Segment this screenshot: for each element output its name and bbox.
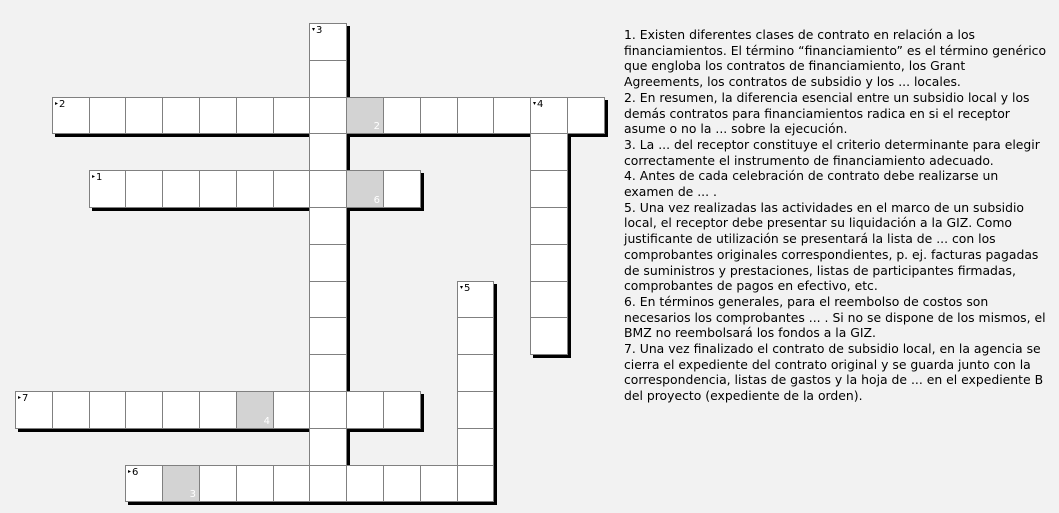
clue-1: 1. Existen diferentes clases de contrato en relación a los financiamientos. El término “financiamiento” es el término genérico que engloba los contratos de financiamiento, los Grant Agreements, los contratos de subsidio y los ... locales. [624, 27, 1047, 90]
shaded-cell[interactable] [346, 97, 384, 134]
arrow-down-icon: ▾ [460, 284, 464, 291]
grid-cell[interactable] [273, 170, 310, 208]
grid-cell[interactable] [162, 391, 200, 429]
grid-cell[interactable] [457, 428, 494, 466]
grid-cell[interactable] [420, 97, 458, 134]
grid-cell[interactable] [125, 391, 163, 429]
grid-cell[interactable] [309, 244, 347, 282]
grid-cell[interactable] [89, 391, 126, 429]
grid-cell[interactable] [383, 170, 421, 208]
grid-cell[interactable] [199, 391, 237, 429]
grid-cell[interactable] [89, 170, 126, 208]
grid-cell[interactable] [309, 207, 347, 245]
grid-cell[interactable] [236, 97, 274, 134]
grid-cell[interactable] [530, 170, 568, 208]
grid-cell[interactable] [457, 391, 494, 429]
clue-number-7: ▸7 [18, 393, 29, 404]
clue-6: 6. En términos generales, para el reembolso de costos son necesarios los comprobantes ... . Si no se dispone de los mismos, el BMZ no reembolsará los fondos a la GIZ. [624, 293, 1046, 341]
grid-cell[interactable] [125, 465, 163, 502]
grid-cell[interactable] [457, 97, 494, 134]
grid-cell[interactable] [383, 465, 421, 502]
grid-cell[interactable] [309, 133, 347, 171]
grid-cell[interactable] [309, 317, 347, 355]
grid-cell[interactable] [457, 354, 494, 392]
clue-number-3: ▾3 [312, 25, 323, 36]
grid-cell[interactable] [346, 465, 384, 502]
grid-cell[interactable] [493, 97, 531, 134]
shaded-cell-number: 3 [189, 489, 196, 500]
clue-number-6: ▸6 [128, 467, 139, 478]
clue-list [624, 27, 1048, 404]
grid-cell[interactable] [530, 97, 568, 134]
clue-number-2: ▸2 [55, 99, 66, 110]
shaded-cell[interactable] [162, 465, 200, 502]
clue-2: 2. En resumen, la diferencia esencial entre un subsidio local y los demás contratos para financiamientos radica en si el receptor asume o no la ... sobre la ejecución. [624, 89, 1030, 137]
arrow-down-icon: ▾ [533, 100, 537, 107]
grid-cell[interactable] [162, 170, 200, 208]
grid-cell[interactable] [273, 391, 310, 429]
arrow-down-icon: ▾ [312, 26, 316, 33]
clue-5: 5. Una vez realizadas las actividades en el marco de un subsidio local, el receptor debe presentar su liquidación a la GIZ. Como justificante de utilización se presentará la lista de ... con los comprobantes originales correspondientes, p. ej. facturas pagadas de suministros y prestaciones, listas de participantes firmadas, comprobantes de pagos en efectivo, etc. [624, 199, 1039, 294]
shaded-cell-number: 2 [373, 121, 380, 132]
shaded-cell-number: 4 [263, 416, 270, 427]
grid-cell[interactable] [567, 97, 605, 134]
grid-cell[interactable] [273, 465, 310, 502]
grid-cell[interactable] [420, 465, 458, 502]
grid-cell[interactable] [457, 281, 494, 318]
grid-cell[interactable] [530, 133, 568, 171]
clue-4: 4. Antes de cada celebración de contrato debe realizarse un examen de ... . [624, 168, 999, 200]
grid-cell[interactable] [309, 281, 347, 318]
grid-cell[interactable] [309, 428, 347, 466]
grid-cell[interactable] [530, 281, 568, 318]
grid-cell[interactable] [199, 465, 237, 502]
grid-cell[interactable] [530, 207, 568, 245]
grid-cell[interactable] [15, 391, 53, 429]
grid-cell[interactable] [457, 317, 494, 355]
shaded-cell[interactable] [236, 391, 274, 429]
grid-cell[interactable] [309, 391, 347, 429]
grid-cell[interactable] [309, 465, 347, 502]
grid-cell[interactable] [125, 97, 163, 134]
grid-cell[interactable] [309, 170, 347, 208]
grid-cell[interactable] [346, 391, 384, 429]
arrow-right-icon: ▸ [92, 173, 96, 180]
grid-cell[interactable] [52, 391, 90, 429]
grid-cell[interactable] [530, 244, 568, 282]
grid-cell[interactable] [383, 97, 421, 134]
grid-cell[interactable] [383, 391, 421, 429]
grid-cell[interactable] [236, 170, 274, 208]
grid-cell[interactable] [89, 97, 126, 134]
grid-cell[interactable] [236, 465, 274, 502]
grid-cell[interactable] [273, 97, 310, 134]
shaded-cell-number: 6 [373, 195, 380, 206]
clue-3: 3. La ... del receptor constituye el criterio determinante para elegir correctamente el instrumento de financiamiento adecuado. [624, 136, 1040, 168]
grid-cell[interactable] [530, 317, 568, 355]
clue-number-5: ▾5 [460, 283, 471, 294]
grid-cell[interactable] [199, 170, 237, 208]
arrow-right-icon: ▸ [128, 468, 132, 475]
shaded-cell[interactable] [346, 170, 384, 208]
clue-7: 7. Una vez finalizado el contrato de subsidio local, en la agencia se cierra el expediente del contrato original y se guarda junto con la correspondencia, listas de gastos y la hoja de ... en el expediente B del proyecto (expediente de la orden). [624, 341, 1044, 404]
grid-cell[interactable] [309, 23, 347, 61]
grid-cell[interactable] [309, 60, 347, 98]
grid-cell[interactable] [125, 170, 163, 208]
grid-cell[interactable] [309, 97, 347, 134]
grid-cell[interactable] [52, 97, 90, 134]
grid-cell[interactable] [309, 354, 347, 392]
grid-cell[interactable] [457, 465, 494, 502]
arrow-right-icon: ▸ [18, 394, 22, 401]
grid-cell[interactable] [162, 97, 200, 134]
clue-number-1: ▸1 [92, 172, 103, 183]
arrow-right-icon: ▸ [55, 100, 59, 107]
grid-cell[interactable] [199, 97, 237, 134]
clue-number-4: ▾4 [533, 99, 544, 110]
